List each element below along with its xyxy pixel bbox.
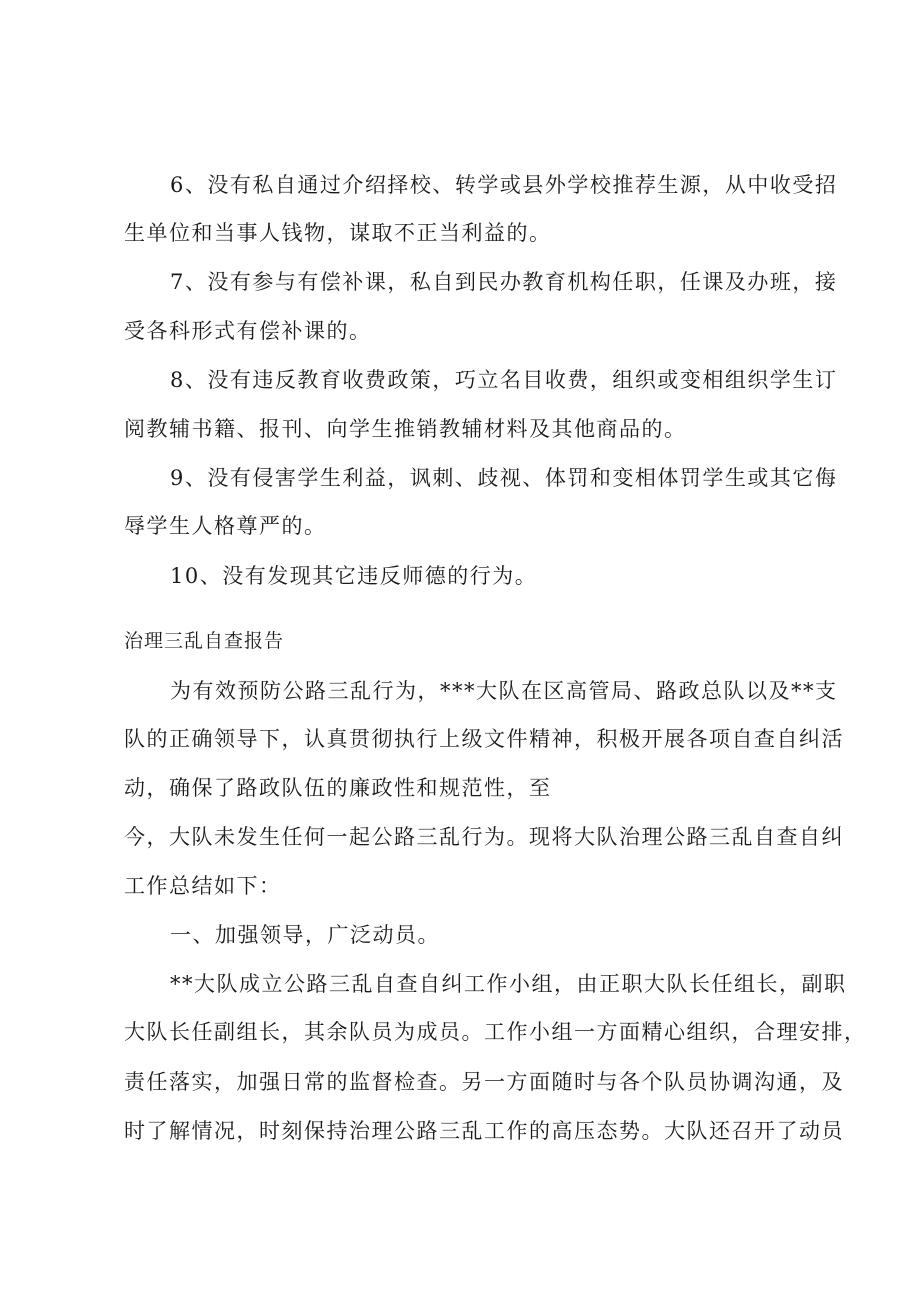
body-line-4: 时了解情况，时刻保持治理公路三乱工作的高压态势。大队还召开了动员 (124, 1119, 844, 1143)
item-7-line-1: 7、没有参与有偿补课，私自到民办教育机构任职，任课及办班，接 (170, 270, 838, 294)
body-line-3: 责任落实，加强日常的监督检查。另一方面随时与各个队员协调沟通，及 (124, 1070, 844, 1094)
intro-line-1: 为有效预防公路三乱行为，***大队在区高管局、路政总队以及**支 (170, 679, 838, 703)
item-8-line-1: 8、没有违反教育收费政策，巧立名目收费，组织或变相组织学生订 (170, 368, 838, 392)
item-9-line-2: 辱学生人格尊严的。 (124, 514, 327, 538)
item-6-line-2: 生单位和当事人钱物，谋取不正当利益的。 (124, 221, 552, 245)
section-title: 治理三乱自查报告 (124, 630, 285, 652)
body-line-2: 大队长任副组长，其余队员为成员。工作小组一方面精心组织，合理安排， (124, 1020, 867, 1044)
body-line-1: **大队成立公路三乱自查自纠工作小组，由正职大队长任组长，副职 (170, 972, 847, 996)
item-8-line-2: 阅教辅书籍、报刊、向学生推销教辅材料及其他商品的。 (124, 417, 687, 441)
item-10-line: 10、没有发现其它违反师德的行为。 (170, 564, 538, 588)
intro-line-5: 工作总结如下： (124, 874, 282, 898)
heading-one: 一、加强领导，广泛动员。 (170, 923, 440, 947)
item-7-line-2: 受各科形式有偿补课的。 (124, 319, 372, 343)
intro-line-2: 队的正确领导下，认真贯彻执行上级文件精神，积极开展各项自查自纠活 (124, 727, 844, 751)
item-9-line-1: 9、没有侵害学生利益，讽刺、歧视、体罚和变相体罚学生或其它侮 (170, 466, 838, 490)
intro-line-3: 动，确保了路政队伍的廉政性和规范性，至 (124, 776, 552, 800)
intro-line-4: 今，大队未发生任何一起公路三乱行为。现将大队治理公路三乱自查自纠 (124, 825, 844, 849)
item-6-line-1: 6、没有私自通过介绍择校、转学或县外学校推荐生源，从中收受招 (170, 173, 838, 197)
